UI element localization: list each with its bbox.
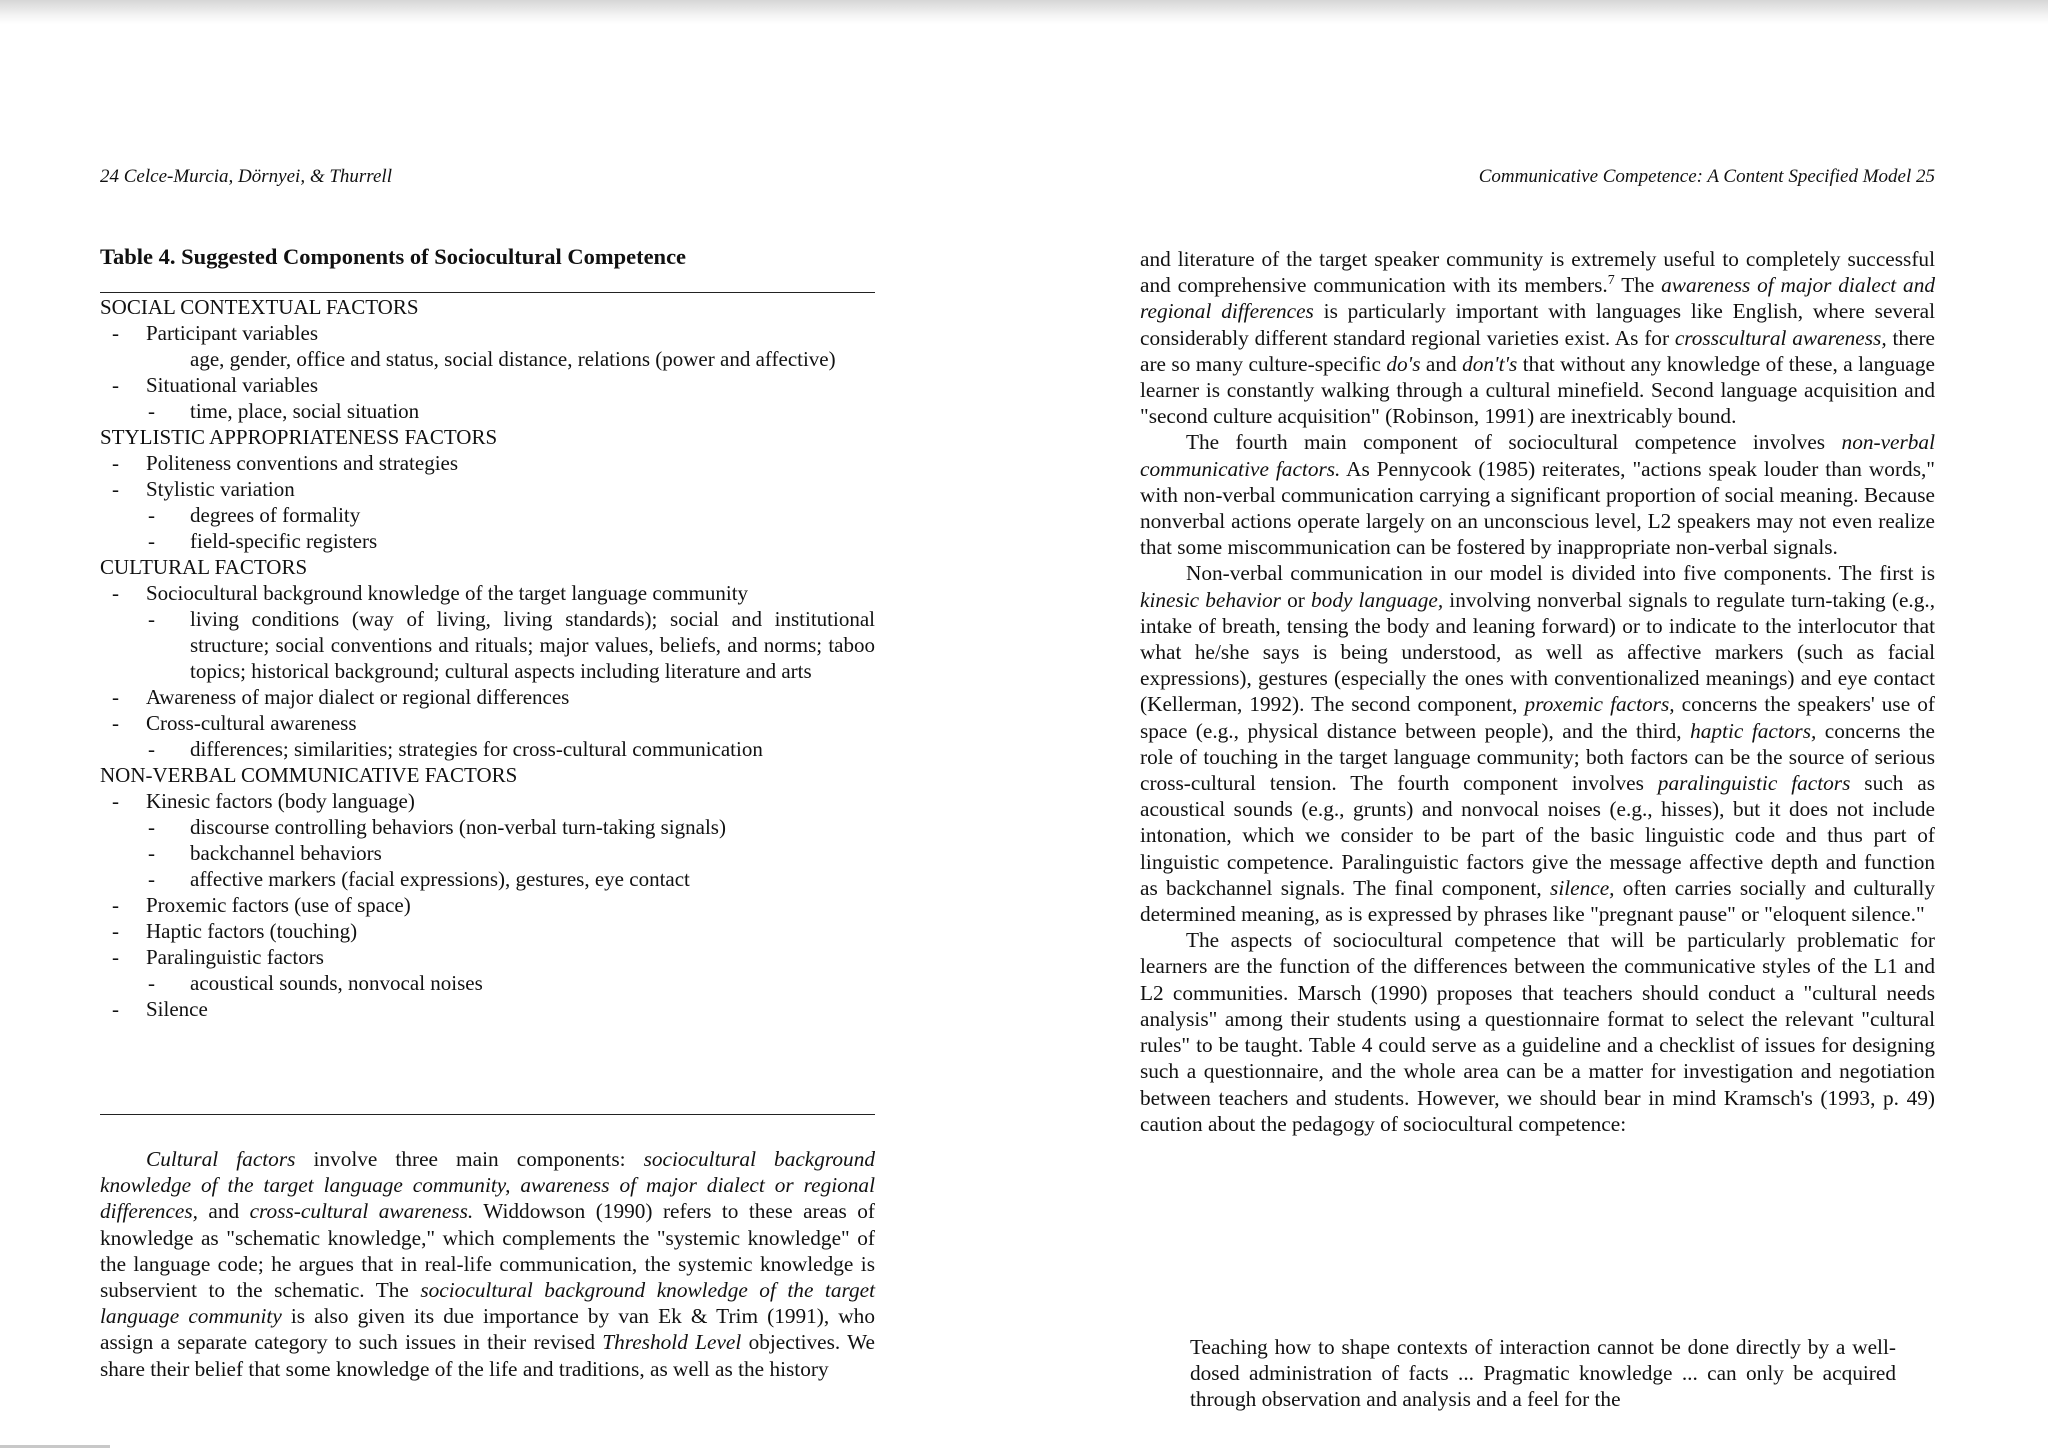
table-top-rule bbox=[100, 292, 875, 293]
row-text: CULTURAL FACTORS bbox=[100, 555, 308, 579]
list-dash: - bbox=[112, 919, 119, 943]
table-item bbox=[100, 684, 875, 710]
table-subitem bbox=[100, 398, 875, 424]
list-dash: - bbox=[148, 867, 155, 891]
row-text: Politeness conventions and strategies bbox=[146, 451, 459, 475]
list-dash: - bbox=[148, 503, 155, 527]
row-text: Proxemic factors (use of space) bbox=[146, 893, 411, 917]
italic-run: cross-cultural awareness. bbox=[249, 1199, 474, 1224]
row-text: discourse controlling behaviors (non-verbal turn-taking signals) bbox=[190, 815, 726, 839]
row-text: Situational variables bbox=[146, 373, 319, 397]
text-run: and bbox=[1420, 351, 1463, 376]
italic-run: proxemic factors, bbox=[1524, 692, 1675, 717]
row-text: field-specific registers bbox=[190, 529, 378, 553]
table-item bbox=[100, 320, 875, 346]
table-subitem bbox=[100, 606, 875, 684]
list-dash: - bbox=[148, 607, 155, 631]
table-subitem bbox=[100, 840, 875, 866]
table-item bbox=[100, 918, 875, 944]
list-dash: - bbox=[112, 945, 119, 969]
row-text: Sociocultural background knowledge of the target language community bbox=[146, 581, 749, 605]
text-run: is also given its due importance by van Ek & Trim (1991), who assign a separate category to such issues in their revised bbox=[100, 1304, 875, 1355]
row-text: Stylistic variation bbox=[146, 477, 295, 501]
right-page bbox=[1140, 0, 1935, 1454]
table-title: Table 4. Suggested Components of Sociocultural Competence bbox=[100, 244, 687, 269]
italic-run: awareness of major dialect and regional differences bbox=[1140, 273, 1936, 324]
list-dash: - bbox=[112, 581, 119, 605]
row-text: Haptic factors (touching) bbox=[146, 919, 358, 943]
table-subitem bbox=[100, 736, 875, 762]
list-dash: - bbox=[148, 841, 155, 865]
row-text: Participant variables bbox=[146, 321, 319, 345]
row-text: backchannel behaviors bbox=[190, 841, 382, 865]
table-section-heading bbox=[100, 424, 875, 450]
text-run: and literature of the target speaker community is extremely useful to completely successful and comprehensive communication with its members. bbox=[1140, 247, 1935, 298]
row-text: affective markers (facial expressions), gestures, eye contact bbox=[190, 867, 690, 891]
text-run: involving nonverbal signals to regulate turn-taking (e.g., intake of breath, tensing the body and leaning forward) or to indicate to the interlocutor that what he/she says is being understood, as well as affective markers (such as facial expressions), gestures (especially the ones with conventionalized meanings) and eye contact (Kellerman, 1992). The second component, bbox=[1140, 587, 1936, 717]
table-subitem bbox=[100, 502, 875, 528]
list-dash: - bbox=[112, 477, 119, 501]
text-run: there are so many culture-specific bbox=[1140, 325, 1936, 376]
paragraph bbox=[1140, 246, 1935, 429]
italic-run: kinesic behavior bbox=[1140, 587, 1281, 612]
list-dash: - bbox=[148, 737, 155, 761]
footnote-marker: 7 bbox=[1607, 273, 1615, 289]
text-run: involve three main components: bbox=[295, 1147, 644, 1171]
table-subitem bbox=[100, 814, 875, 840]
italic-run: silence, bbox=[1550, 875, 1615, 900]
table-section-heading bbox=[100, 554, 875, 580]
table-section-heading bbox=[100, 762, 875, 788]
text-run: and bbox=[197, 1199, 250, 1224]
text-run: such as acoustical sounds (e.g., grunts) and nonvocal noises (e.g., hisses), but it does not include intonation, which we consider to be part of the basic linguistic code and thus part of linguistic competence. Paralinguistic factors give the message affective depth and function as backchannel signals. The final component, bbox=[1140, 771, 1935, 900]
list-dash: - bbox=[148, 971, 155, 995]
italic-run: don't's bbox=[1462, 351, 1518, 376]
italic-run: crosscultural awareness, bbox=[1674, 325, 1887, 350]
paragraph bbox=[100, 1146, 875, 1382]
paragraph bbox=[1140, 560, 1935, 927]
row-text: Silence bbox=[146, 997, 208, 1021]
text-run: that without any knowledge of these, a language learner is constantly walking through a cultural minefield. Second language acquisition and "second culture acquisition" (Robinson, 1991) are inextricably bound. bbox=[1140, 351, 1935, 429]
text-run: often carries socially and culturally determined meaning, as is expressed by phrases like "pregnant pause" or "eloquent silence." bbox=[1140, 875, 1935, 927]
text-run: The fourth main component of sociocultural competence involves bbox=[1186, 430, 1842, 455]
text-run: concerns the speakers' use of space (e.g., physical distance between people), and the third, bbox=[1140, 692, 1935, 743]
left-page bbox=[100, 0, 875, 1454]
table-section-heading bbox=[100, 294, 875, 320]
row-text: Awareness of major dialect or regional differences bbox=[146, 685, 570, 709]
table-item bbox=[100, 476, 875, 502]
table-item bbox=[100, 788, 875, 814]
list-dash: - bbox=[148, 815, 155, 839]
text-run: objectives. We share their belief that some knowledge of the life and traditions, as well as the history bbox=[100, 1330, 875, 1381]
italic-run: paralinguistic factors bbox=[1657, 771, 1851, 796]
row-text: differences; similarities; strategies for cross-cultural communication bbox=[190, 737, 763, 761]
list-dash: - bbox=[112, 997, 119, 1021]
text-run: As Pennycook (1985) reiterates, "actions speak louder than words," with non-verbal communication carrying a significant proportion of social meaning. Because nonverbal actions operate largely on an unconscious level, L2 speakers may not even realize that some miscommunication can be fostered by inappropriate non-verbal signals. bbox=[1140, 456, 1935, 560]
table-subitem bbox=[100, 866, 875, 892]
table-item bbox=[100, 372, 875, 398]
list-dash: - bbox=[148, 529, 155, 553]
table-subitem bbox=[100, 528, 875, 554]
table-subitem bbox=[100, 970, 875, 996]
table-item bbox=[100, 580, 875, 606]
row-text: time, place, social situation bbox=[190, 399, 420, 423]
italic-run: non-verbal communicative factors. bbox=[1140, 430, 1935, 481]
list-dash: - bbox=[112, 893, 119, 917]
text-run: Non-verbal communication in our model is divided into five components. The first is bbox=[1186, 561, 1935, 586]
italic-run: do's bbox=[1386, 351, 1421, 376]
text-run: concerns the role of touching in the target language community; both factors can be the source of serious cross-cultural tension. The fourth component involves bbox=[1140, 718, 1935, 796]
table-item bbox=[100, 450, 875, 476]
table-subitem bbox=[100, 346, 875, 372]
italic-run: haptic factors, bbox=[1690, 718, 1817, 743]
row-text: NON-VERBAL COMMUNICATIVE FACTORS bbox=[100, 763, 518, 787]
text-run: The bbox=[1614, 273, 1662, 298]
text-run: Widdowson (1990) refers to these areas of knowledge as "schematic knowledge," which complements the "systemic knowledge" of the language code; he argues that in real-life communication, the systemic knowledge is subservient to the schematic. The bbox=[100, 1199, 875, 1303]
italic-run: sociocultural background knowledge of the target language community bbox=[100, 1278, 875, 1329]
right-body-text bbox=[1140, 246, 1935, 1137]
table-item bbox=[100, 996, 875, 1022]
italic-run: sociocultural background knowledge of the target language community, awareness of major dialect or regional differences, bbox=[100, 1147, 875, 1224]
table-item bbox=[100, 892, 875, 918]
row-text: living conditions (way of living, living standards); social and institutional structure; social conventions and rituals; major values, beliefs, and norms; taboo topics; historical background; cultural aspects including literature and arts bbox=[190, 607, 875, 683]
left-body-paragraph bbox=[100, 1146, 875, 1382]
scan-edge-mark bbox=[0, 1445, 110, 1448]
list-dash: - bbox=[112, 451, 119, 475]
paragraph bbox=[1140, 429, 1935, 560]
table-item bbox=[100, 944, 875, 970]
row-text: Paralinguistic factors bbox=[146, 945, 324, 969]
row-text: Cross-cultural awareness bbox=[146, 711, 357, 735]
italic-run: body language, bbox=[1311, 587, 1444, 612]
list-dash: - bbox=[112, 711, 119, 735]
table-bottom-rule bbox=[100, 1114, 875, 1115]
italic-run: Cultural factors bbox=[146, 1147, 296, 1171]
list-dash: - bbox=[112, 789, 119, 813]
left-running-head: 24 Celce-Murcia, Dörnyei, & Thurrell bbox=[100, 166, 392, 187]
paragraph bbox=[1140, 927, 1935, 1137]
list-dash: - bbox=[112, 373, 119, 397]
right-running-head: Communicative Competence: A Content Specified Model 25 bbox=[1478, 166, 1935, 187]
table-item bbox=[100, 710, 875, 736]
list-dash: - bbox=[112, 321, 119, 345]
list-dash: - bbox=[112, 685, 119, 709]
table-body bbox=[100, 294, 875, 1022]
list-dash: - bbox=[148, 399, 155, 423]
row-text: degrees of formality bbox=[190, 503, 361, 527]
row-text: acoustical sounds, nonvocal noises bbox=[190, 971, 483, 995]
row-text: age, gender, office and status, social distance, relations (power and affective) bbox=[190, 347, 836, 371]
row-text: STYLISTIC APPROPRIATENESS FACTORS bbox=[100, 425, 498, 449]
text-run: The aspects of sociocultural competence that will be particularly problematic for learners are the function of the differences between the communicative styles of the L1 and L2 communities. Marsch (1990) proposes that teachers should conduct a "cultural needs analysis" among their students using a questionnaire format to select the relevant "cultural rules" to be taught. Table 4 could serve as a guideline and a checklist of issues for designing such a questionnaire, and the whole area can be a matter for investigation and negotiation between teachers and students. However, we should bear in mind Kramsch's (1993, p. 49) caution about the pedagogy of sociocultural competence: bbox=[1140, 928, 1935, 1136]
italic-run: Threshold Level bbox=[602, 1330, 742, 1355]
text-run: or bbox=[1280, 587, 1312, 612]
text-run: is particularly important with languages like English, where several considerably different standard regional varieties exist. As for bbox=[1140, 299, 1935, 350]
row-text: SOCIAL CONTEXTUAL FACTORS bbox=[100, 295, 419, 319]
row-text: Kinesic factors (body language) bbox=[146, 789, 415, 813]
block-quote: Teaching how to shape contexts of interaction cannot be done directly by a well-dosed administration of facts ... Pragmatic knowledge ... can only be acquired through observation and analysis and a feel for the bbox=[1190, 1335, 1896, 1412]
